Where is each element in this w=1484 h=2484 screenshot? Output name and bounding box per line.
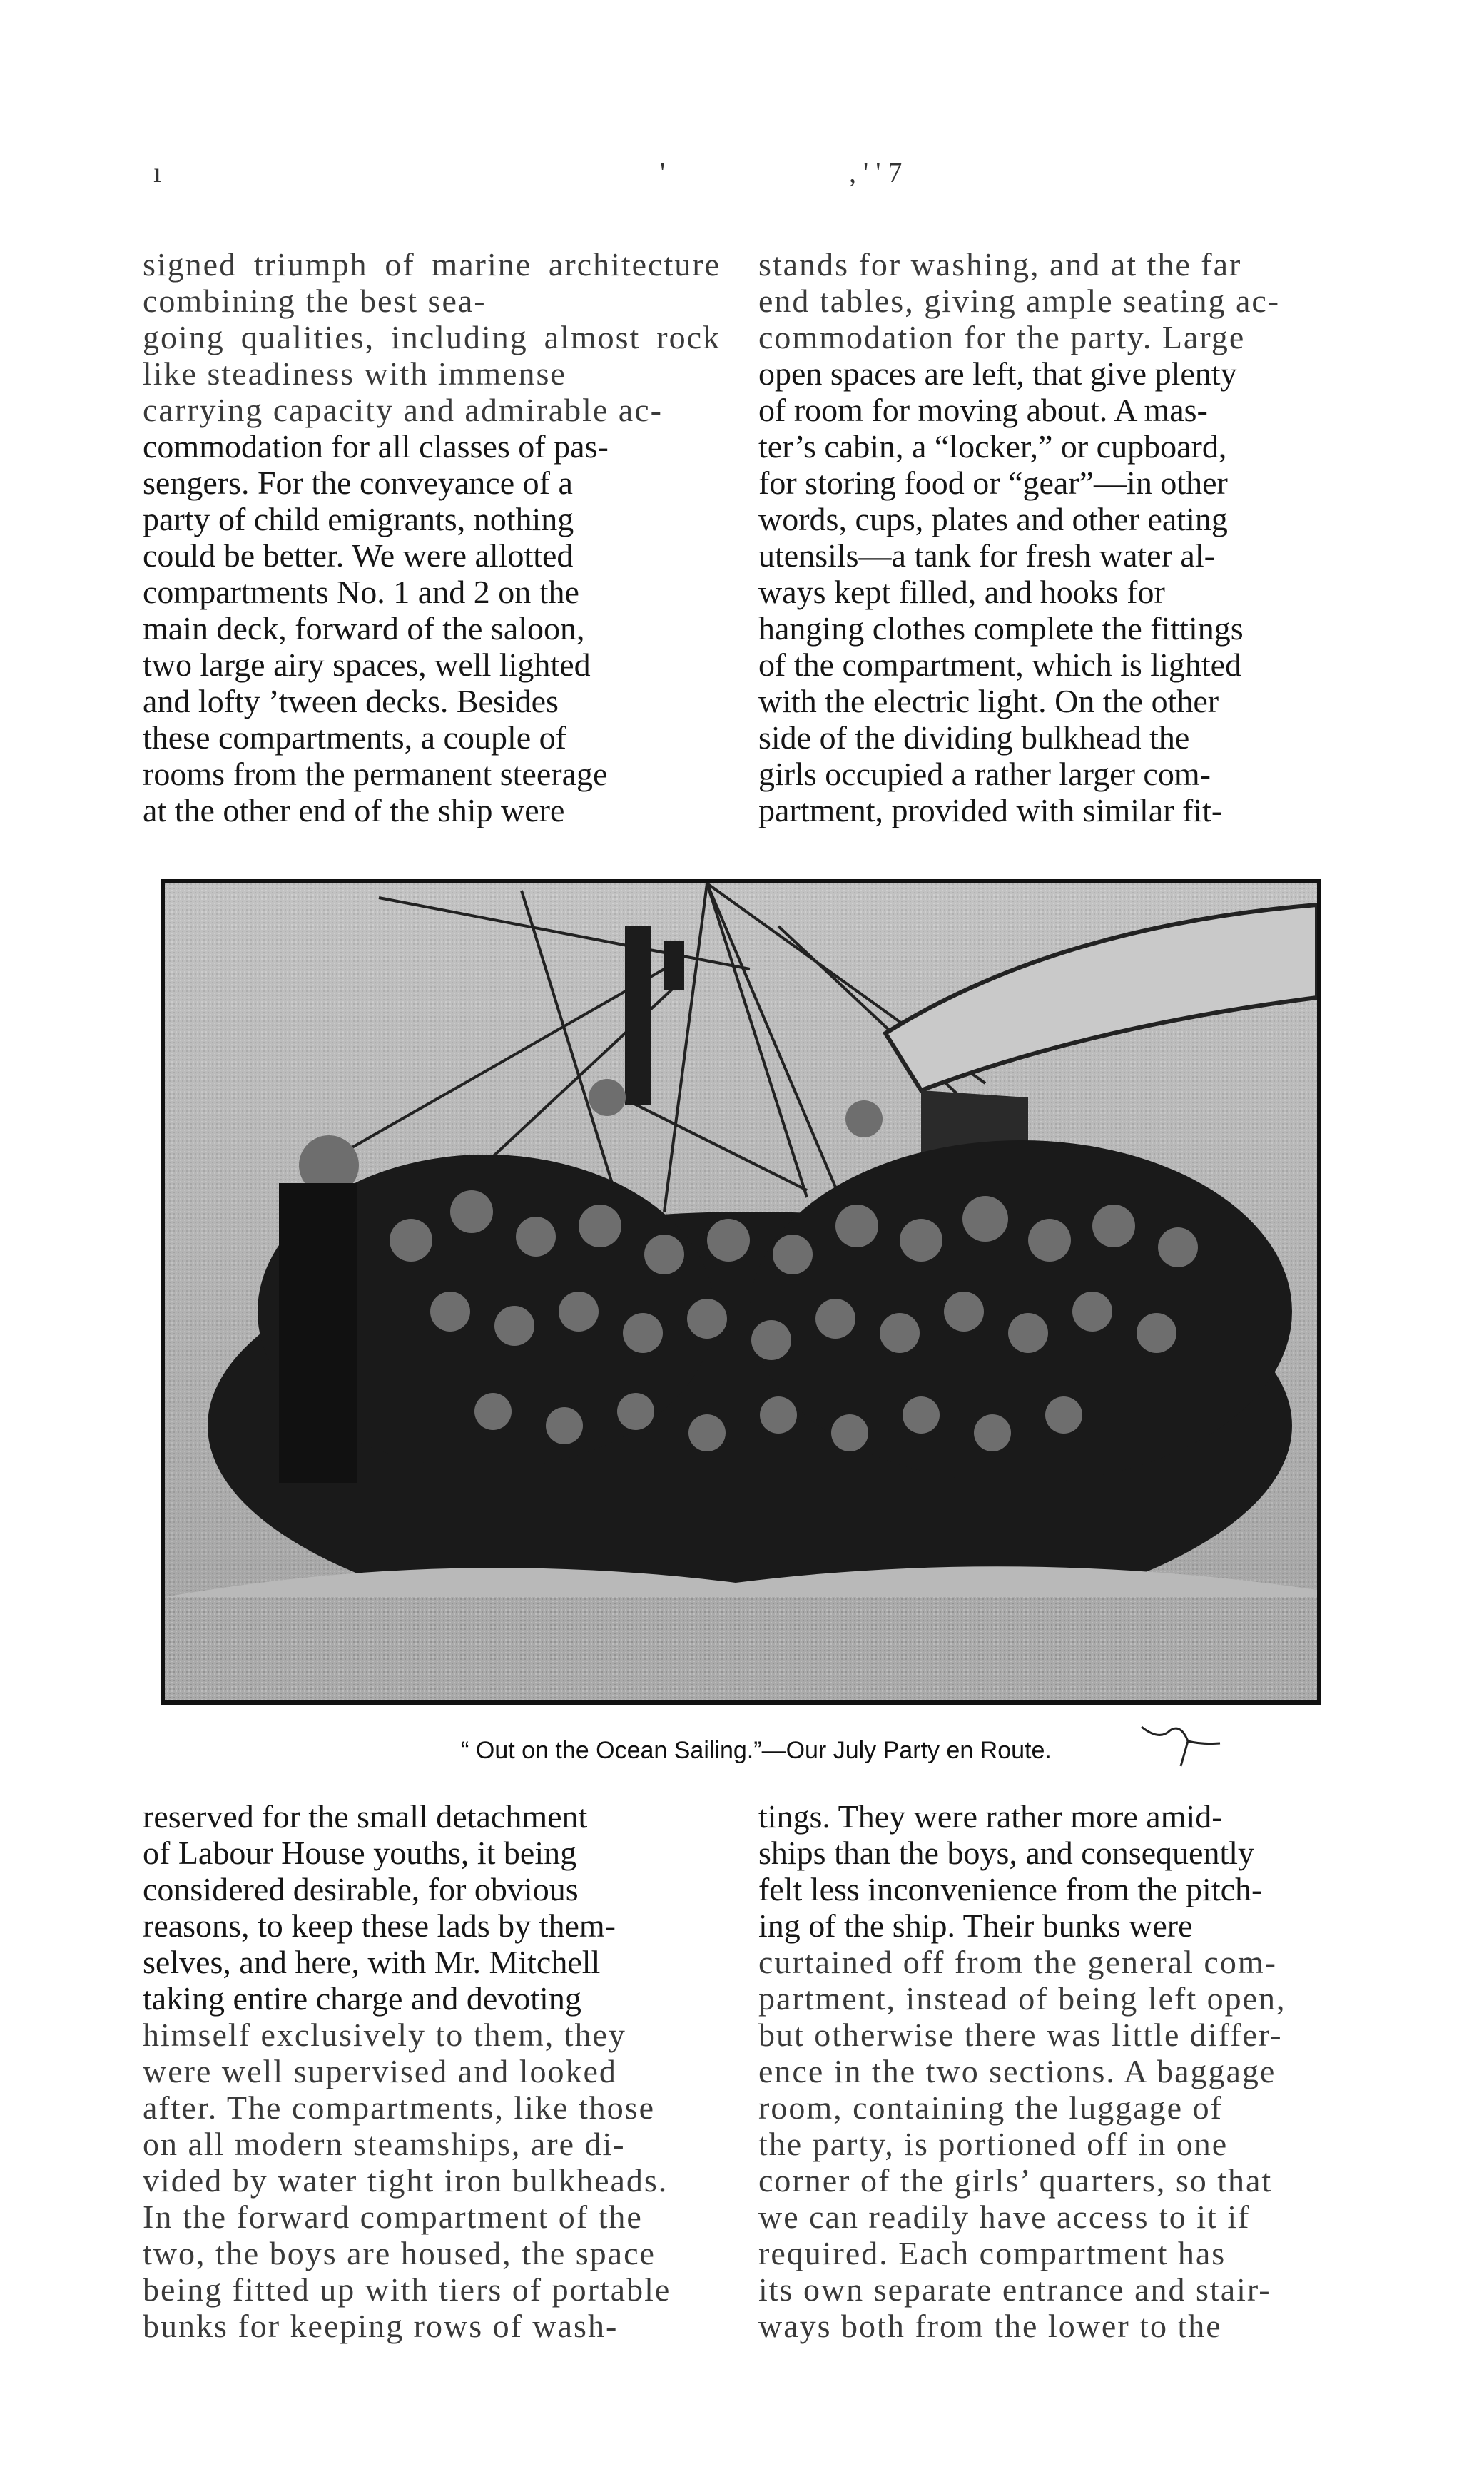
text-line: carrying capacity and admirable ac- — [143, 392, 663, 428]
text-line: party of child emigrants, nothing — [143, 501, 574, 537]
text-line: bunks for keeping rows of wash- — [143, 2308, 619, 2344]
text-line: hanging clothes complete the fittings — [758, 610, 1244, 647]
text-line: ships than the boys, and consequently — [758, 1835, 1255, 1871]
text-line: after. The compartments, like those — [143, 2089, 656, 2126]
column-bottom-left — [143, 1798, 721, 2369]
text-line: partment, instead of being left open, — [758, 1980, 1286, 2017]
pen-mark-icon — [1138, 1720, 1224, 1770]
photo-illustration — [165, 883, 1317, 1700]
text-line: commodation for the party. Large — [758, 319, 1246, 355]
text-line: with the electric light. On the other — [758, 683, 1219, 719]
text-line: reserved for the small detachment — [143, 1798, 588, 1835]
page-header-marks — [153, 156, 910, 198]
text-line: compartments No. 1 and 2 on the — [143, 574, 579, 610]
header-mark-right: , ' ' 7 — [849, 156, 903, 188]
header-mark-left: ı — [153, 156, 162, 188]
text-line: end tables, giving ample seating ac- — [758, 283, 1281, 319]
text-line: corner of the girls’ quarters, so that — [758, 2162, 1273, 2199]
text-line: himself exclusively to them, they — [143, 2017, 626, 2053]
text-line: tings. They were rather more amid- — [758, 1798, 1223, 1835]
text-line: open spaces are left, that give plenty — [758, 355, 1237, 392]
text-line: curtained off from the general com- — [758, 1944, 1277, 1980]
column-top-right — [758, 246, 1340, 853]
text-line: main deck, forward of the saloon, — [143, 610, 585, 647]
header-mark-mid: ' — [660, 156, 666, 188]
text-line: of Labour House youths, it being — [143, 1835, 577, 1871]
text-line: of room for moving about. A mas- — [758, 392, 1208, 428]
column-bottom-right — [758, 1798, 1340, 2369]
ship-deck-photograph — [161, 879, 1321, 1705]
text-line: words, cups, plates and other eating — [758, 501, 1228, 537]
text-line: commodation for all classes of pas- — [143, 428, 609, 465]
photo-caption: “ Out on the Ocean Sailing.”—Our July Party en Route. — [461, 1737, 1052, 1764]
text-line: could be better. We were allotted — [143, 537, 574, 574]
text-line: its own separate entrance and stair- — [758, 2271, 1271, 2308]
text-line: on all modern steamships, are di- — [143, 2126, 626, 2162]
text-line: being fitted up with tiers of portable — [143, 2271, 671, 2308]
text-line: of the compartment, which is lighted — [758, 647, 1242, 683]
text-line: the party, is portioned off in one — [758, 2126, 1229, 2162]
text-line: two, the boys are housed, the space — [143, 2235, 656, 2271]
text-line: In the forward compartment of the — [143, 2199, 643, 2235]
text-line: for storing food or “gear”—in other — [758, 465, 1228, 501]
text-line: partment, provided with similar fit- — [758, 792, 1223, 828]
text-line: rooms from the permanent steerage — [143, 756, 608, 792]
text-line: going qualities, including almost rock like steadiness with immense — [143, 319, 721, 392]
text-line: we can readily have access to it if — [758, 2199, 1251, 2235]
text-line: ter’s cabin, a “locker,” or cupboard, — [758, 428, 1227, 465]
text-line: taking entire charge and devoting — [143, 1980, 581, 2017]
text-line: two large airy spaces, well lighted — [143, 647, 591, 683]
text-line: side of the dividing bulkhead the — [758, 719, 1190, 756]
text-line: considered desirable, for obvious — [143, 1871, 579, 1907]
column-top-left — [143, 246, 721, 853]
text-line: these compartments, a couple of — [143, 719, 566, 756]
text-line: signed triumph of marine architecture combining the best sea- — [143, 246, 721, 319]
text-line: girls occupied a rather larger com- — [758, 756, 1211, 792]
text-line: felt less inconvenience from the pitch- — [758, 1871, 1263, 1907]
text-line: vided by water tight iron bulkheads. — [143, 2162, 669, 2199]
text-line: but otherwise there was little differ- — [758, 2017, 1283, 2053]
text-line: utensils—a tank for fresh water al- — [758, 537, 1215, 574]
text-line: ways kept filled, and hooks for — [758, 574, 1165, 610]
text-line: ing of the ship. Their bunks were — [758, 1907, 1193, 1944]
text-line: and lofty ’tween decks. Besides — [143, 683, 559, 719]
text-line: room, containing the luggage of — [758, 2089, 1223, 2126]
text-line: required. Each compartment has — [758, 2235, 1226, 2271]
text-line: ence in the two sections. A baggage — [758, 2053, 1276, 2089]
text-line: ways both from the lower to the — [758, 2308, 1222, 2344]
text-line: reasons, to keep these lads by them- — [143, 1907, 616, 1944]
text-line: were well supervised and looked — [143, 2053, 617, 2089]
text-line: at the other end of the ship were — [143, 792, 565, 828]
text-line: selves, and here, with Mr. Mitchell — [143, 1944, 601, 1980]
text-line: sengers. For the conveyance of a — [143, 465, 573, 501]
text-line: stands for washing, and at the far — [758, 246, 1242, 283]
